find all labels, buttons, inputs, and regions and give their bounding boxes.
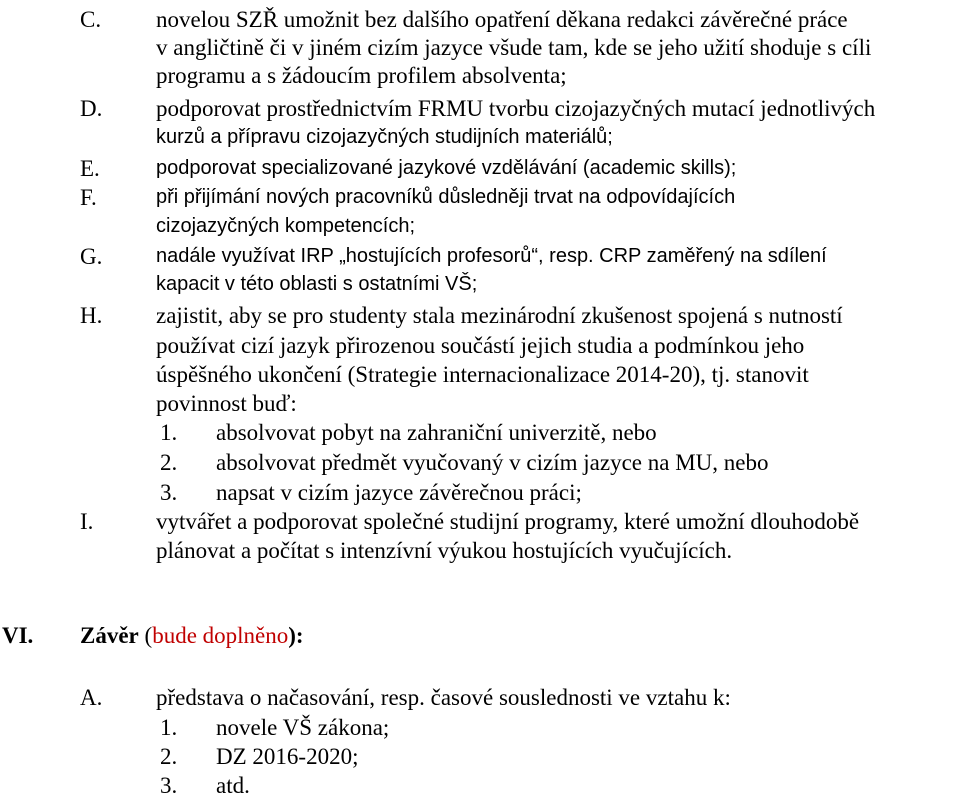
item-f-line-1: při přijímání nových pracovníků důsledněji trvat na odpovídajících xyxy=(156,186,736,208)
subitem-2: absolvovat předmět vyučovaný v cizím jazyce na MU, nebo xyxy=(216,450,769,475)
section-heading xyxy=(80,624,304,647)
list-marker: 2. xyxy=(160,744,178,769)
item-i-line-1: vytvářet a podporovat společné studijní programy, které umožní dlouhodobě xyxy=(156,509,860,534)
item-c-line-2: v angličtině či v jiném cizím jazyce všude tam, kde se jeho užití shoduje s cíli xyxy=(156,35,872,60)
subitem-1: novele VŠ zákona; xyxy=(216,715,390,740)
item-h-line-4: povinnost buď: xyxy=(156,391,297,416)
list-marker: A. xyxy=(80,685,103,710)
item-c-line-1: novelou SZŘ umožnit bez dalšího opatření děkana redakci závěrečné práce xyxy=(156,7,848,32)
item-d-line-1: podporovat prostřednictvím FRMU tvorbu cizojazyčných mutací jednotlivých xyxy=(156,96,876,121)
item-g-line-1: nadále využívat IRP „hostujících profesorů“, resp. CRP zaměřený na sdílení xyxy=(156,245,827,267)
item-g-line-2: kapacit v této oblasti s ostatními VŠ; xyxy=(156,273,478,295)
list-marker: C. xyxy=(80,7,102,32)
subitem-2: DZ 2016-2020; xyxy=(216,744,359,769)
item-e-line-1: podporovat specializované jazykové vzdělávání (academic skills); xyxy=(156,157,737,179)
section-note: bude doplněno xyxy=(152,623,289,648)
list-marker: H. xyxy=(80,303,103,328)
subitem-3: napsat v cizím jazyce závěrečnou práci; xyxy=(216,480,582,505)
item-a-line-1: představa o načasování, resp. časové souslednosti ve vztahu k: xyxy=(156,685,731,710)
item-h-line-1: zajistit, aby se pro studenty stala mezinárodní zkušenost spojená s nutností xyxy=(156,303,843,328)
item-h-line-3: úspěšného ukončení (Strategie internacionalizace 2014-20), tj. stanovit xyxy=(156,362,809,387)
list-marker: E. xyxy=(80,156,100,181)
section-close: ): xyxy=(288,623,304,648)
list-marker: G. xyxy=(80,244,103,269)
list-marker: D. xyxy=(80,96,103,121)
item-c-line-3: programu a s žádoucím profilem absolventa; xyxy=(156,63,567,88)
item-d-line-2: kurzů a přípravu cizojazyčných studijních materiálů; xyxy=(156,126,613,148)
list-marker: 1. xyxy=(160,420,178,445)
list-marker: 3. xyxy=(160,480,178,505)
subitem-3: atd. xyxy=(216,773,250,798)
item-h-line-2: používat cizí jazyk přirozenou součástí jejich studia a podmínkou jeho xyxy=(156,333,805,358)
section-number: VI. xyxy=(2,623,34,648)
list-marker: 3. xyxy=(160,773,178,798)
section-title: Závěr xyxy=(80,623,139,648)
list-marker: 2. xyxy=(160,450,178,475)
subitem-1: absolvovat pobyt na zahraniční univerzitě, nebo xyxy=(216,420,657,445)
list-marker: 1. xyxy=(160,715,178,740)
list-marker: I. xyxy=(80,509,94,534)
section-open-paren: ( xyxy=(138,623,153,648)
item-f-line-2: cizojazyčných kompetencích; xyxy=(156,215,416,237)
list-marker: F. xyxy=(80,185,97,210)
item-i-line-2: plánovat a počítat s intenzívní výukou hostujících vyučujících. xyxy=(156,538,733,563)
